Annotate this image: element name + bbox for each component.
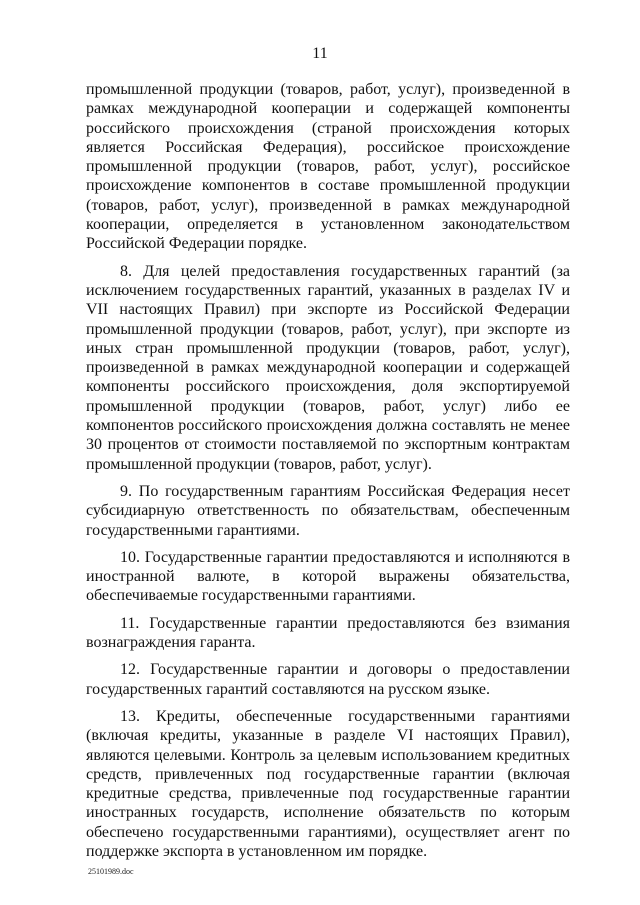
- paragraph-9: 9. По государственным гарантиям Российская Федерация несет субсидиарную ответственность по обязательствам, обеспеченным государственными гарантиями.: [86, 482, 570, 539]
- document-body: [86, 80, 570, 869]
- footer-filename: 25101989.doc: [88, 867, 134, 876]
- page-number: 11: [312, 45, 328, 62]
- paragraph-13: 13. Кредиты, обеспеченные государственными гарантиями (включая кредиты, указанные в разделе VI настоящих Правил), являются целевыми. Контроль за целевым использованием кредитных средств, привлеченных под государственные гарантии (включая кредитные средства, привлеченные под государственные гарантии иностранных государств, исполнение обязательств по которым обеспечено государственными гарантиями), осуществляет агент по поддержке экспорта в установленном им порядке.: [86, 707, 570, 860]
- paragraph-11: 11. Государственные гарантии предоставляются без взимания вознаграждения гаранта.: [86, 614, 570, 652]
- paragraph-12: 12. Государственные гарантии и договоры о предоставлении государственных гарантий составляются на русском языке.: [86, 661, 570, 698]
- paragraph-continuation: промышленной продукции (товаров, работ, услуг), произведенной в рамках международной кооперации и содержащей компоненты российского происхождения (страной происхождения которых является Российская Федерация), российское происхождение промышленной продукции (товаров, работ, услуг), российское происхождение компонентов в составе промышленной продукции (товаров, работ, услуг), произведенной в рамках международной кооперации, определяется в установленном законодательством Российской Федерации порядке.: [86, 81, 570, 253]
- paragraph-8: 8. Для целей предоставления государственных гарантий (за исключением государственных гарантий, указанных в разделах IV и VII настоящих Правил) при экспорте из Российской Федерации промышленной продукции (товаров, работ, услуг), при экспорте из иных стран промышленной продукции (товаров, работ, услуг), произведенной в рамках международной кооперации и содержащей компоненты российского происхождения, доля экспортируемой промышленной продукции (товаров, работ, услуг) либо ее компонентов российского происхождения должна составлять не менее 30 процентов от стоимости поставляемой по экспортным контрактам промышленной продукции (товаров, работ, услуг).: [86, 262, 570, 473]
- paragraph-10: 10. Государственные гарантии предоставляются и исполняются в иностранной валюте, в которой выражены обязательства, обеспечиваемые государственными гарантиями.: [86, 548, 570, 605]
